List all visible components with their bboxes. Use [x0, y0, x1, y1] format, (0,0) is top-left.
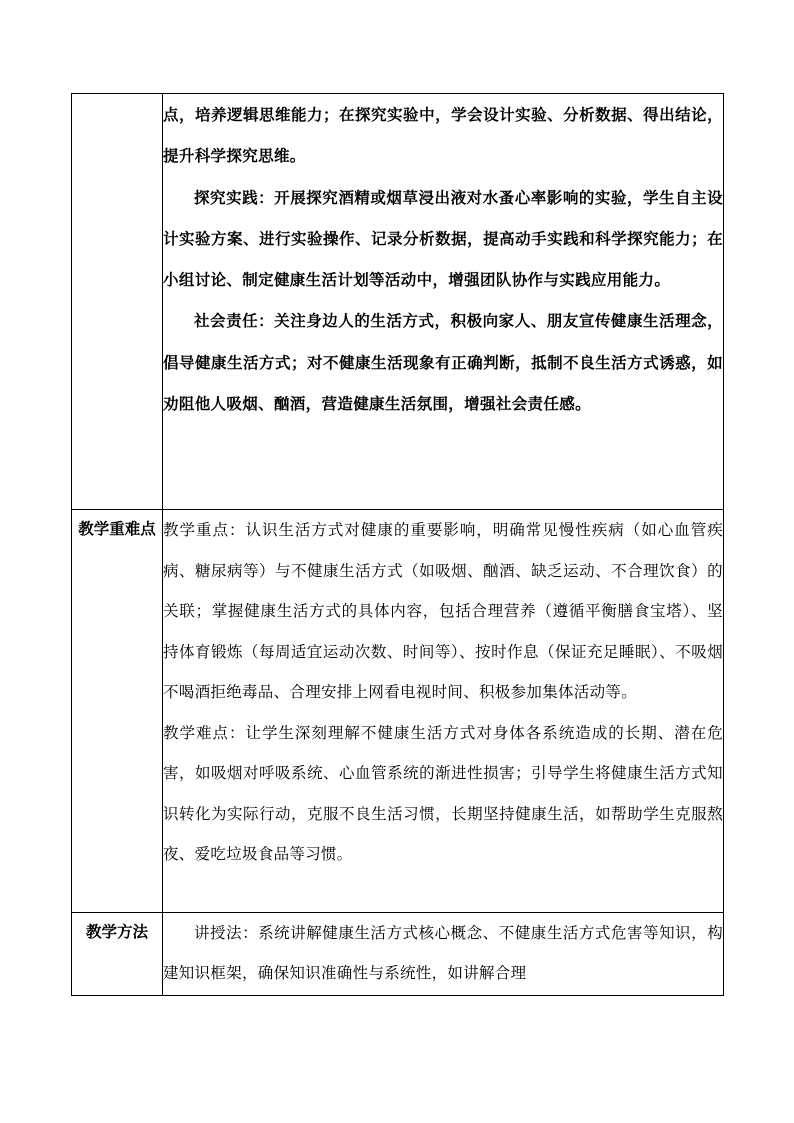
lecture-method-paragraph: 讲授法：系统讲解健康生活方式核心概念、不健康生活方式危害等知识，构建知识框架，确保知识准确性与系统性，如讲解合理 — [163, 924, 723, 982]
objectives-paragraph-responsibility: 社会责任：关注身边人的生活方式，积极向家人、朋友宣传健康生活理念，倡导健康生活方式；对不健康生活现象有正确判断，抵制不良生活方式诱惑，如劝阻他人吸烟、酗酒，营造健康生活氛围，增强社会责任感。 — [163, 311, 723, 414]
lesson-plan-table — [71, 93, 724, 996]
table-row-objectives — [72, 94, 724, 510]
objectives-paragraph-practice: 探究实践：开展探究酒精或烟草浸出液对水蚤心率影响的实验，学生自主设计实验方案、进行实验操作、记录分析数据，提高动手实践和科学探究能力；在小组讨论、制定健康生活计划等活动中，增强团队协作与实践应用能力。 — [163, 187, 723, 290]
teaching-methods-content — [163, 913, 724, 996]
table-row-teaching-methods — [72, 913, 724, 996]
row-label-key-difficult: 教学重难点 — [72, 510, 163, 913]
difficult-points-paragraph: 教学难点：让学生深刻理解不健康生活方式对身体各系统造成的长期、潜在危害，如吸烟对呼吸系统、心血管系统的渐进性损害；引导学生将健康生活方式知识转化为实际行动，克服不良生活习惯，长期坚持健康生活，如帮助学生克服熬夜、爱吃垃圾食品等习惯。 — [163, 723, 723, 863]
row-label-teaching-methods: 教学方法 — [72, 913, 163, 996]
table-row-key-difficult-points — [72, 510, 724, 913]
objectives-paragraph-thinking: 点，培养逻辑思维能力；在探究实验中，学会设计实验、分析数据、得出结论，提升科学探究思维。 — [163, 105, 723, 166]
objectives-content — [163, 94, 724, 510]
key-points-paragraph: 教学重点：认识生活方式对健康的重要影响，明确常见慢性疾病（如心血管疾病、糖尿病等）与不健康生活方式（如吸烟、酗酒、缺乏运动、不合理饮食）的关联；掌握健康生活方式的具体内容，包括合理营养（遵循平衡膳食宝塔）、坚持体育锻炼（每周适宜运动次数、时间等）、按时作息（保证充足睡眠）、不吸烟不喝酒拒绝毒品、合理安排上网看电视时间、积极参加集体活动等。 — [163, 521, 723, 701]
key-difficult-content — [163, 510, 724, 913]
row-label-empty — [72, 94, 163, 510]
